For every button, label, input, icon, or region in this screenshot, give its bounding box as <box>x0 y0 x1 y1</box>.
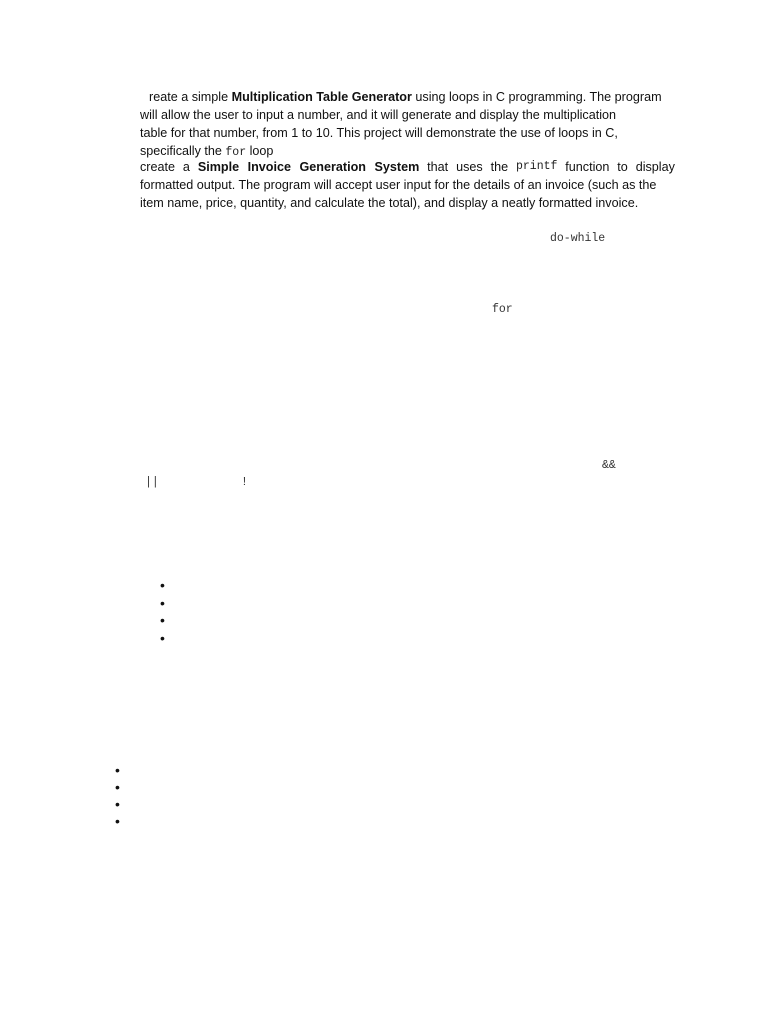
paragraph-line: table for that number, from 1 to 10. This project will demonstrate the use of loops in C, <box>140 126 618 140</box>
word: the <box>490 160 509 174</box>
bullet-point: • <box>115 813 120 829</box>
word: create <box>140 160 176 174</box>
code-fragment-not-operator: ! <box>241 476 248 489</box>
text-run: reate a simple <box>149 90 232 104</box>
word: function <box>565 160 610 174</box>
inline-code: for <box>225 146 247 159</box>
code-fragment-and-operator: && <box>602 459 616 472</box>
word: uses <box>456 160 483 174</box>
code-fragment-for: for <box>492 303 513 316</box>
word: that <box>427 160 449 174</box>
code-fragment-do-while: do-while <box>550 232 606 245</box>
bold-title: Multiplication Table Generator <box>231 90 412 104</box>
paragraph-multiplication-table <box>140 88 680 162</box>
bullet-point: • <box>160 595 165 611</box>
text-run: specifically the <box>140 144 226 158</box>
bold-title: Simple Invoice Generation System <box>197 160 420 174</box>
word: to <box>617 160 628 174</box>
text-run: using loops in C programming. The program <box>411 90 662 104</box>
inline-code: printf <box>515 160 558 173</box>
word: a <box>182 160 190 174</box>
paragraph-line <box>140 158 675 176</box>
paragraph-line: formatted output. The program will accept user input for the details of an invoice (such as the <box>140 178 657 192</box>
bullet-point: • <box>160 577 165 593</box>
paragraph-line: item name, price, quantity, and calculate the total), and display a neatly formatted invoice. <box>140 196 639 210</box>
bullet-point: • <box>115 762 120 778</box>
bullet-point: • <box>115 779 120 795</box>
word: display <box>635 160 675 174</box>
bullet-point: • <box>160 612 165 628</box>
bullet-point: • <box>115 796 120 812</box>
text-run: loop <box>246 144 274 158</box>
paragraph-line: will allow the user to input a number, and it will generate and display the multiplication <box>140 108 617 122</box>
paragraph-invoice-system <box>140 158 675 212</box>
bullet-point: • <box>160 630 165 646</box>
paragraph-line <box>140 88 680 106</box>
code-fragment-or-operator: || <box>145 476 159 489</box>
